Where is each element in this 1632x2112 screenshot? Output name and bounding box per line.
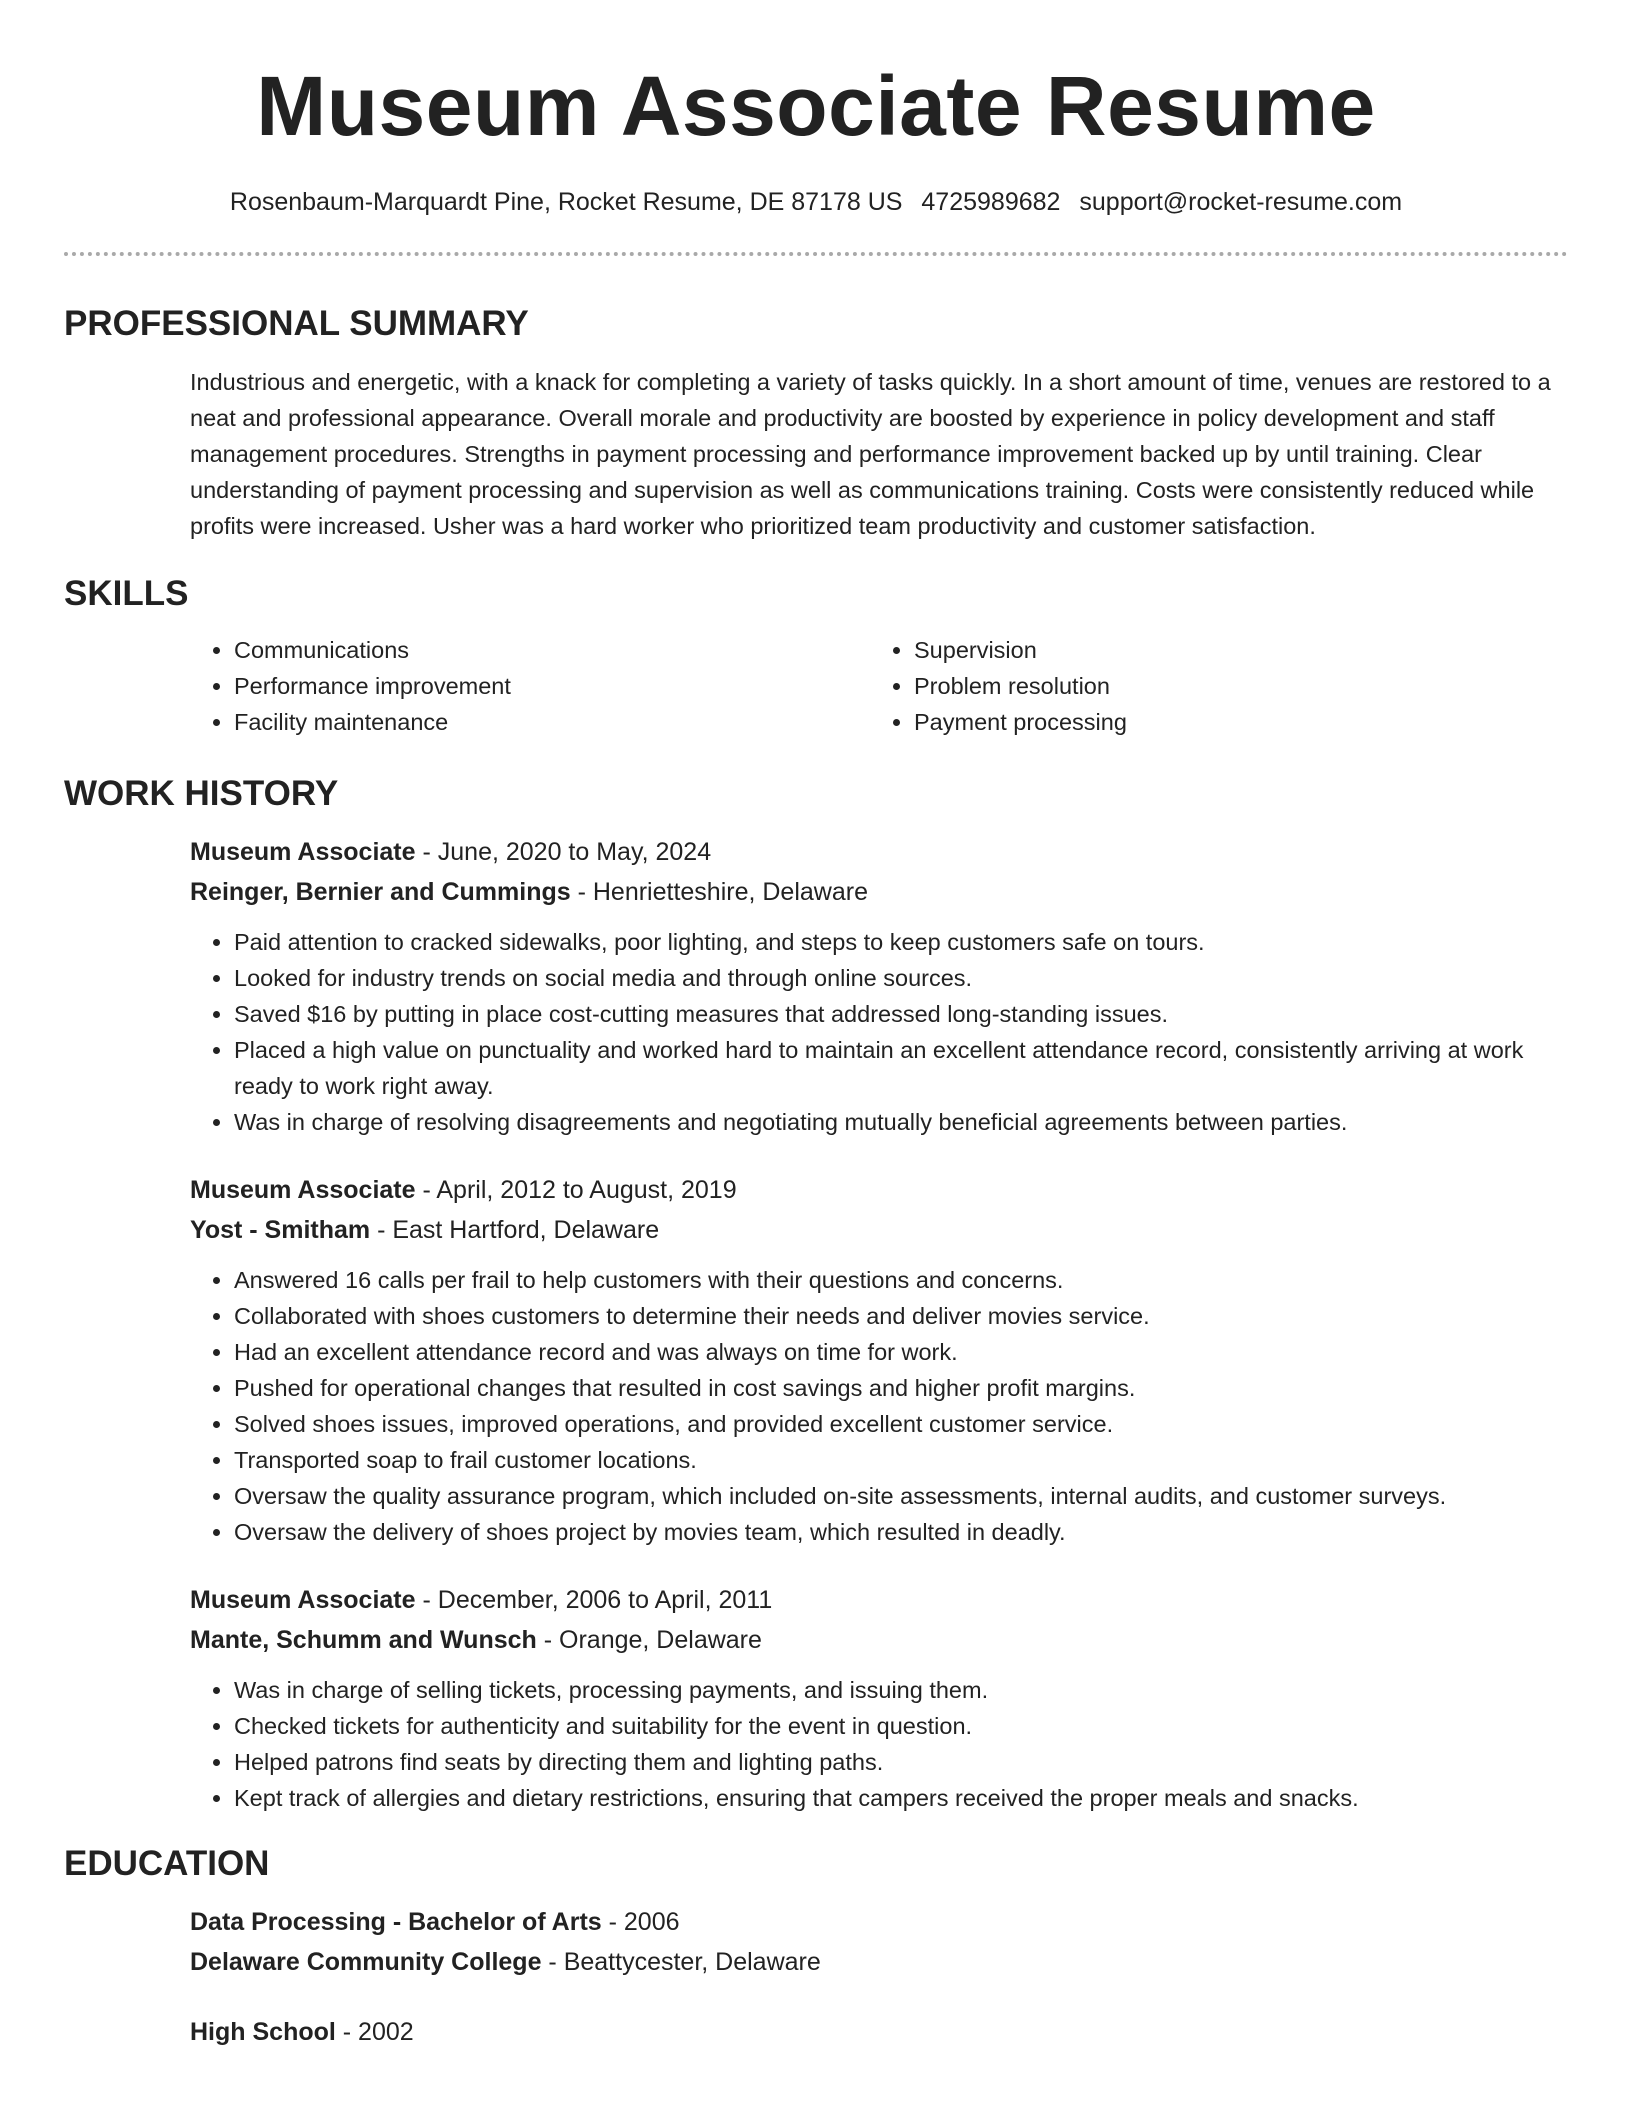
job-role: Museum Associate (190, 838, 416, 866)
edu-school: Delaware Community College (190, 1948, 542, 1976)
job-entry (190, 1170, 1568, 1550)
job-bullet: • Oversaw the delivery of shoes project by movies team, which resulted in deadly. (234, 1514, 1568, 1550)
job-bullet: • Kept track of allergies and dietary restrictions, ensuring that campers received the proper meals and snacks. (234, 1780, 1568, 1816)
job-role-line (190, 832, 1568, 872)
skills-grid (190, 632, 1568, 740)
section-title-work-history: WORK HISTORY (64, 774, 339, 813)
job-role: Museum Associate (190, 1586, 416, 1614)
job-bullet: • Placed a high value on punctuality and worked hard to maintain an excellent attendance record, consistently arriving at work ready to work right away. (234, 1032, 1568, 1104)
job-dates: - December, 2006 to April, 2011 (415, 1586, 773, 1614)
skills-list-left (190, 632, 870, 740)
skill-item: • Problem resolution (914, 668, 1550, 704)
job-role-line (190, 1580, 1568, 1620)
edu-year: - 2002 (335, 2018, 414, 2046)
section-title-skills: SKILLS (64, 574, 189, 613)
job-bullet: • Pushed for operational changes that resulted in cost savings and higher profit margins. (234, 1370, 1568, 1406)
skill-item: • Payment processing (914, 704, 1550, 740)
job-bullet: • Saved $16 by putting in place cost-cutting measures that addressed long-standing issues. (234, 996, 1568, 1032)
header-divider (64, 252, 1568, 256)
job-bullet: • Was in charge of selling tickets, processing payments, and issuing them. (234, 1672, 1568, 1708)
job-company: Mante, Schumm and Wunsch (190, 1626, 537, 1654)
job-bullet: • Solved shoes issues, improved operations, and provided excellent customer service. (234, 1406, 1568, 1442)
summary-text: Industrious and energetic, with a knack for completing a variety of tasks quickly. In a short amount of time, venues are restored to a neat and professional appearance. Overall morale and productivity are boosted by experience in policy development and staff management procedures. Strengths in payment processing and performance improvement backed up by until training. Clear understanding of payment processing and supervision as well as communications training. Costs were consistently reduced while profits were increased. Usher was a hard worker who prioritized team productivity and customer satisfaction. (190, 369, 1551, 539)
job-role-line (190, 1170, 1568, 1210)
skill-item: • Supervision (914, 632, 1550, 668)
edu-location: - Beattycester, Delaware (541, 1948, 821, 1976)
job-bullet: • Helped patrons find seats by directing them and lighting paths. (234, 1744, 1568, 1780)
job-company-line (190, 872, 1568, 912)
edu-degree: Data Processing - Bachelor of Arts (190, 1908, 602, 1936)
job-bullet: • Transported soap to frail customer locations. (234, 1442, 1568, 1478)
edu-degree: High School (190, 2018, 336, 2046)
job-company-line (190, 1620, 1568, 1660)
contact-phone: 4725989682 (921, 188, 1061, 216)
job-bullets (190, 1262, 1568, 1550)
job-bullet: • Was in charge of resolving disagreements and negotiating mutually beneficial agreements between parties. (234, 1104, 1568, 1140)
job-role: Museum Associate (190, 1176, 416, 1204)
edu-year: - 2006 (601, 1908, 680, 1936)
contact-line (64, 182, 1568, 222)
job-company: Reinger, Bernier and Cummings (190, 878, 571, 906)
job-bullets (190, 1672, 1568, 1816)
job-bullet: • Looked for industry trends on social media and through online sources. (234, 960, 1568, 996)
job-entry (190, 1580, 1568, 1816)
education-entry (190, 2012, 1568, 2052)
job-entry (190, 832, 1568, 1140)
section-title-summary: PROFESSIONAL SUMMARY (64, 304, 529, 343)
contact-address: Rosenbaum-Marquardt Pine, Rocket Resume, DE 87178 US (229, 188, 903, 216)
job-bullet: • Checked tickets for authenticity and suitability for the event in question. (234, 1708, 1568, 1744)
job-location: - East Hartford, Delaware (370, 1216, 660, 1244)
job-company-line (190, 1210, 1568, 1250)
job-bullets (190, 924, 1568, 1140)
skill-item: • Performance improvement (234, 668, 870, 704)
skills-list-right (870, 632, 1550, 740)
skill-item: • Communications (234, 632, 870, 668)
job-dates: - June, 2020 to May, 2024 (415, 838, 712, 866)
job-dates: - April, 2012 to August, 2019 (415, 1176, 737, 1204)
edu-degree-line (190, 1902, 1568, 1942)
job-bullet: • Collaborated with shoes customers to determine their needs and deliver movies service. (234, 1298, 1568, 1334)
resume-title: Museum Associate Resume (256, 59, 1376, 153)
skill-item: • Facility maintenance (234, 704, 870, 740)
contact-email: support@rocket-resume.com (1079, 188, 1403, 216)
edu-degree-line (190, 2012, 1568, 2052)
edu-school-line (190, 1942, 1568, 1982)
job-location: - Henrietteshire, Delaware (570, 878, 868, 906)
job-bullet: • Answered 16 calls per frail to help customers with their questions and concerns. (234, 1262, 1568, 1298)
section-title-education: EDUCATION (64, 1844, 270, 1883)
job-company: Yost - Smitham (190, 1216, 371, 1244)
job-location: - Orange, Delaware (536, 1626, 762, 1654)
job-bullet: • Oversaw the quality assurance program, which included on-site assessments, internal audits, and customer surveys. (234, 1478, 1568, 1514)
job-bullet: • Paid attention to cracked sidewalks, poor lighting, and steps to keep customers safe on tours. (234, 924, 1568, 960)
education-entry (190, 1902, 1568, 1982)
job-bullet: • Had an excellent attendance record and was always on time for work. (234, 1334, 1568, 1370)
